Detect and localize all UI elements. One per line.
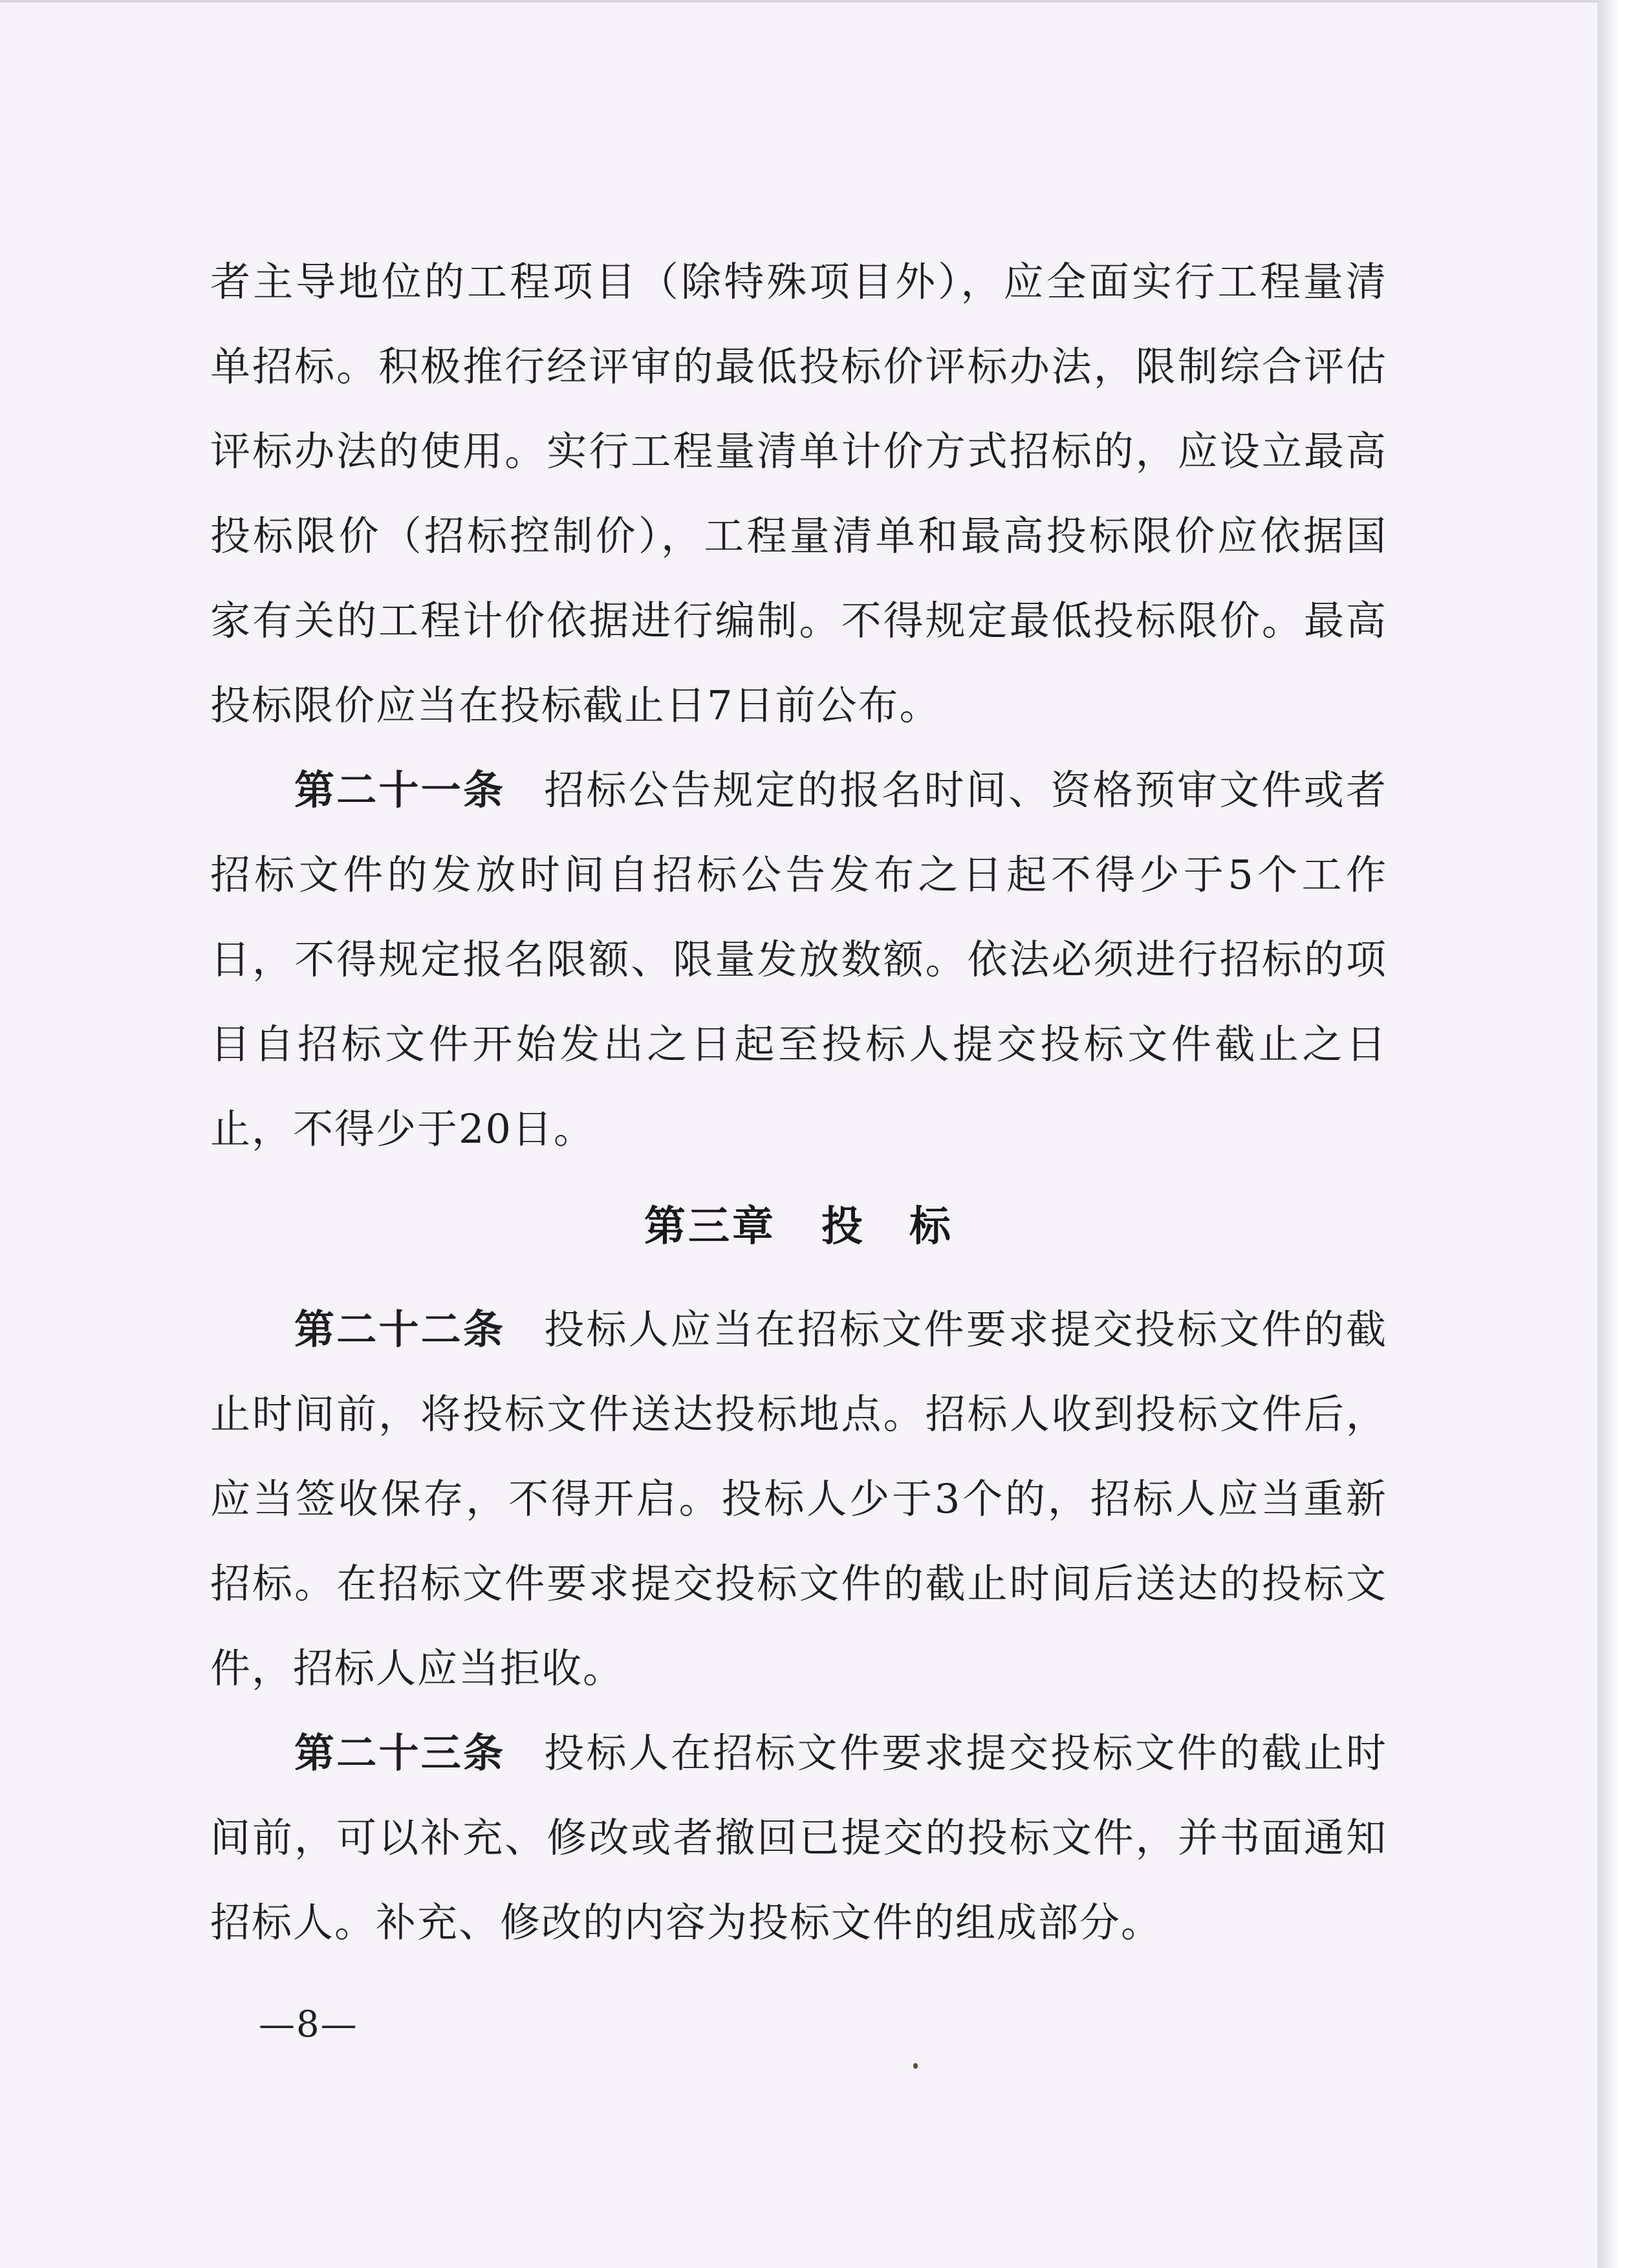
paragraph-continued: 者主导地位的工程项目（除特殊项目外），应全面实行工程量清单招标。积极推行经评审的最低投标价评标办法，限制综合评估评标办法的使用。实行工程量清单计价方式招标的，应设立最高投标限价（招标控制价），工程量清单和最高投标限价应依据国家有关的工程计价依据进行编制。不得规定最低投标限价。最高投标限价应当在投标截止日7日前公布。 <box>210 258 1387 729</box>
article-23-label: 第二十三条 <box>294 1729 506 1777</box>
chapter-heading <box>210 1193 1387 1253</box>
chapter-title: 投 标 <box>821 1203 953 1251</box>
scan-speck <box>913 2063 918 2069</box>
article-23 <box>210 1711 1387 1965</box>
article-22-text: 投标人应当在招标文件要求提交投标文件的截止时间前，将投标文件送达投标地点。招标人收到投标文件后，应当签收保存，不得开启。投标人少于3个的，招标人应当重新招标。在招标文件要求提交投标文件的截止时间后送达的投标文件，招标人应当拒收。 <box>210 1306 1387 1692</box>
body-block-bottom <box>210 1287 1387 1965</box>
scan-edge-shadow <box>1597 0 1635 2268</box>
article-21 <box>210 748 1387 1171</box>
page-number: —8— <box>259 2003 358 2046</box>
article-21-text: 招标公告规定的报名时间、资格预审文件或者招标文件的发放时间自招标公告发布之日起不得少于5个工作日，不得规定报名限额、限量发放数额。依法必须进行招标的项目自招标文件开始发出之日起至投标人提交投标文件截止之日止，不得少于20日。 <box>210 766 1387 1152</box>
article-23-text: 投标人在招标文件要求提交投标文件的截止时间前，可以补充、修改或者撤回已提交的投标文件，并书面通知招标人。补充、修改的内容为投标文件的组成部分。 <box>210 1729 1387 1946</box>
chapter-number: 第三章 <box>644 1203 776 1251</box>
body-block-top <box>210 239 1387 1171</box>
article-22 <box>210 1287 1387 1711</box>
article-22-label: 第二十二条 <box>294 1306 506 1353</box>
article-21-label: 第二十一条 <box>294 766 506 814</box>
